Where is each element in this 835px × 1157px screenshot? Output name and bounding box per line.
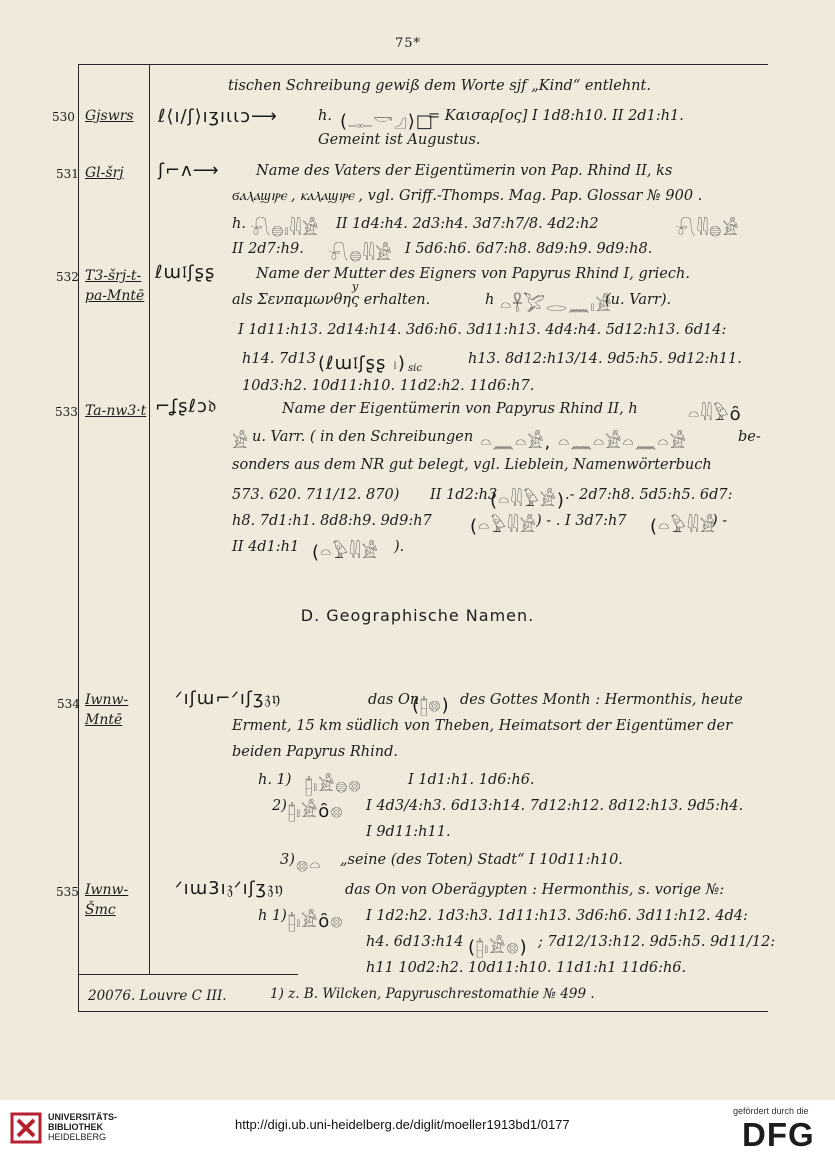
text-line: h13. 8d12:h13/14. 9d5:h5. 9d12:h11. [468,351,742,367]
hieratic-sign-group-icon: 𓏏𓈖𓏏𓀀, 𓏏𓈖𓏏𓀀𓏏𓈖𓏏𓀀 [480,432,687,453]
text-line: = Καισαρ[ος] I 1d8:h10. II 2d1:h1. [428,108,684,124]
text-line: .- 2d7:h8. 5d5:h5. 6d7: [565,487,733,503]
table-left-rule [78,64,79,1012]
hieratic-sign-group-icon: 𓏏𓋹𓅯𓂋𓈖𓏤𓀀 [500,295,613,316]
hieratic-sign-group-icon: (𓏏𓅱𓇌𓀀 [470,516,537,537]
text-line: h14. 7d13 [242,351,316,367]
library-name-line: HEIDELBERG [48,1132,107,1142]
text-line: h. 1) [258,772,292,788]
text-line: beiden Papyrus Rhind. [232,744,398,760]
demotic-sign-group-icon: ᐟıɯ3ı𝔷ᐟıʃʒ𝔷𝔶 [175,878,284,899]
text-line: Name der Eigentümerin von Papyrus Rhind II, h [282,401,638,417]
table-top-rule [78,64,768,65]
source-url-link[interactable]: http://digi.ub.uni-heidelberg.de/diglit/moeller1913bd1/0177 [235,1117,570,1132]
funding-caption: gefördert durch die [733,1106,809,1116]
section-heading: D. Geographische Namen. [300,606,535,625]
hieratic-sign-group-icon: (𓉺𓊖) [412,695,450,716]
footer-reference: 20076. Louvre C III. [88,988,227,1004]
hieratic-sign-group-icon: (𓏏𓇌𓅱𓀀) [490,490,565,511]
demotic-sign-group-icon: ʃ⌐ᴧ⟶ [158,160,220,181]
text-line: I 1d1:h1. 1d6:h6. [408,772,535,788]
page-number: 75* [395,36,422,51]
text-line: Erment, 15 km südlich von Theben, Heimatsort der Eigentümer der [232,718,733,734]
cartouche-icon: (𓊃𓎡𓈎⟩□ [340,111,434,132]
hieratic-sign-group-icon: 𓍯𓐍𓇌𓀀 [328,244,393,265]
text-line: (u. Varr). [605,292,672,308]
text-line: ; 7d12/13:h12. 9d5:h5. 9d11/12: [538,934,776,950]
text-line: das On [368,692,420,708]
text-line: h. [232,216,246,232]
text-line: I 4d3/4:h3. 6d13:h14. 7d12:h12. 8d12:h13. 9d5:h4. [366,798,744,814]
entry-key: Ta-nw3·t [85,403,147,419]
text-line: tischen Schreibung gewiß dem Worte sjf „Kind“ entlehnt. [228,78,651,94]
text-line: h11 10d2:h2. 10d11:h10. 11d1:h1 11d6:h6. [366,960,687,976]
digitization-bar [0,1100,835,1157]
entry-number: 531 [56,167,79,181]
text-line: I 9d11:h11. [366,824,451,840]
table-bottom-rule [78,1011,768,1012]
text-line: II 4d1:h1 [232,539,300,555]
text-line: „seine (des Toten) Stadt“ I 10d11:h10. [340,852,623,868]
hieratic-sign-group-icon: 𓍯𓇌𓐍𓀀 [675,219,740,240]
hieratic-sign-group-icon: (𓏏𓅱𓇌𓀀 [312,542,379,563]
text-line: sic [408,363,422,374]
text-line: y [352,280,359,293]
text-line: ϭⲁⲗⲁϣⲓⲣⲉ , ⲕⲁⲗⲁϣⲓⲣⲉ , vgl. Griff.-Thomps. Mag. Pap. Glossar № 900 . [232,188,703,204]
hieratic-sign-group-icon: (𓉺𓏤𓀀𓊖) [468,937,528,958]
dfg-logo: DFG [742,1116,815,1153]
text-line: h. [318,108,332,124]
text-line: ) - [712,513,728,529]
hieratic-sign-group-icon: 𓏏𓇌𓅱ȏ [688,404,742,425]
text-line: be- [738,429,761,445]
library-name [48,1112,117,1142]
library-name-line: UNIVERSITÄTS- [48,1112,118,1122]
hieratic-sign-group-icon: 𓊖𓏏 [296,855,322,876]
text-line: II 1d2:h3 [430,487,498,503]
hieratic-sign-group-icon: 𓉺𓏤𓀀ȏ𓊖 [288,911,344,932]
text-line: 2) [272,798,287,814]
table-column-rule [149,64,150,974]
entry-number: 535 [56,885,79,899]
entry-key: Iwnw-Mntē [85,692,129,728]
text-line: h [485,292,495,308]
text-line: Name der Mutter des Eigners von Papyrus Rhind I, griech. [256,266,690,282]
demotic-sign-group-icon: (ℓɯ𝔩ʃʂʂ 𓏤) [318,353,406,374]
text-line: h8. 7d1:h1. 8d8:h9. 9d9:h7 [232,513,432,529]
text-line: 10d3:h2. 10d11:h10. 11d2:h2. 11d6:h7. [242,378,535,394]
demotic-sign-group-icon: ℓɯ𝔩ʃʂʂ [155,262,216,283]
text-line: 573. 620. 711/12. 870) [232,487,400,503]
text-line: das On von Oberägypten : Hermonthis, s. vorige №: [345,882,725,898]
text-line: Name des Vaters der Eigentümerin von Pap. Rhind II, ks [256,163,673,179]
entry-number: 533 [55,405,78,419]
footnote-rule [78,974,298,975]
footnote: 1) z. B. Wilcken, Papyruschrestomathie № 499 . [270,986,595,1002]
text-line: sonders aus dem NR gut belegt, vgl. Lieblein, Namenwörterbuch [232,457,712,473]
entry-key: Gl-šrj [85,165,124,181]
text-line: I 5d6:h6. 6d7:h8. 8d9:h9. 9d9:h8. [405,241,653,257]
text-line: Gemeint ist Augustus. [318,132,481,148]
text-line: des Gottes Month : Hermonthis, heute [460,692,743,708]
text-line: ). [394,539,405,555]
hieratic-sign-group-icon: 𓉺𓏤𓀀ȏ𓊖 [288,801,344,822]
entry-key: T3-šrj-t-pa-Mntē [85,268,145,304]
entry-key: Gjswrs [85,108,134,124]
text-line: h 1) [258,908,287,924]
entry-number: 534 [57,697,80,711]
entry-number: 532 [56,270,79,284]
demotic-sign-group-icon: ⌐ʆʂℓɔ𝔡 [155,396,218,417]
hieratic-sign-group-icon: 𓍯𓐍𓏤𓇌𓀀 [250,219,320,240]
library-logo-icon [10,1112,42,1144]
library-name-line: BIBLIOTHEK [48,1122,103,1132]
hieratic-sign-group-icon: 𓉺𓏤𓀀𓐍𓊖 [305,775,362,796]
text-line: als Σενπαμωνθης erhalten. [232,292,431,308]
hieratic-sign-group-icon: (𓏏𓅱𓇌𓀀 [650,516,717,537]
text-line: u. Varr. ( in den Schreibungen [252,429,474,445]
entry-number: 530 [52,110,75,124]
text-line: I 1d11:h13. 2d14:h14. 3d6:h6. 3d11:h13. 4d4:h4. 5d12:h13. 6d14: [238,322,727,338]
text-line: 3) [280,852,295,868]
text-line: h4. 6d13:h14 [366,934,464,950]
text-line: II 2d7:h9. [232,241,304,257]
text-line: ) - . I 3d7:h7 [536,513,627,529]
demotic-sign-group-icon: ℓ⟨ı/ʃ⟩ıʒıɩɩɔ⟶ [158,106,278,127]
demotic-sign-group-icon: ᐟıʃɯ⌐ᐟıʃʒ𝔷𝔶 [175,688,282,709]
text-line: I 1d2:h2. 1d3:h3. 1d11:h13. 3d6:h6. 3d11:h12. 4d4: [366,908,748,924]
entry-key: Iwnw-Šmc [85,882,129,918]
hieratic-sign-group-icon: 𓀀 [232,432,250,453]
text-line: II 1d4:h4. 2d3:h4. 3d7:h7/8. 4d2:h2 [336,216,599,232]
